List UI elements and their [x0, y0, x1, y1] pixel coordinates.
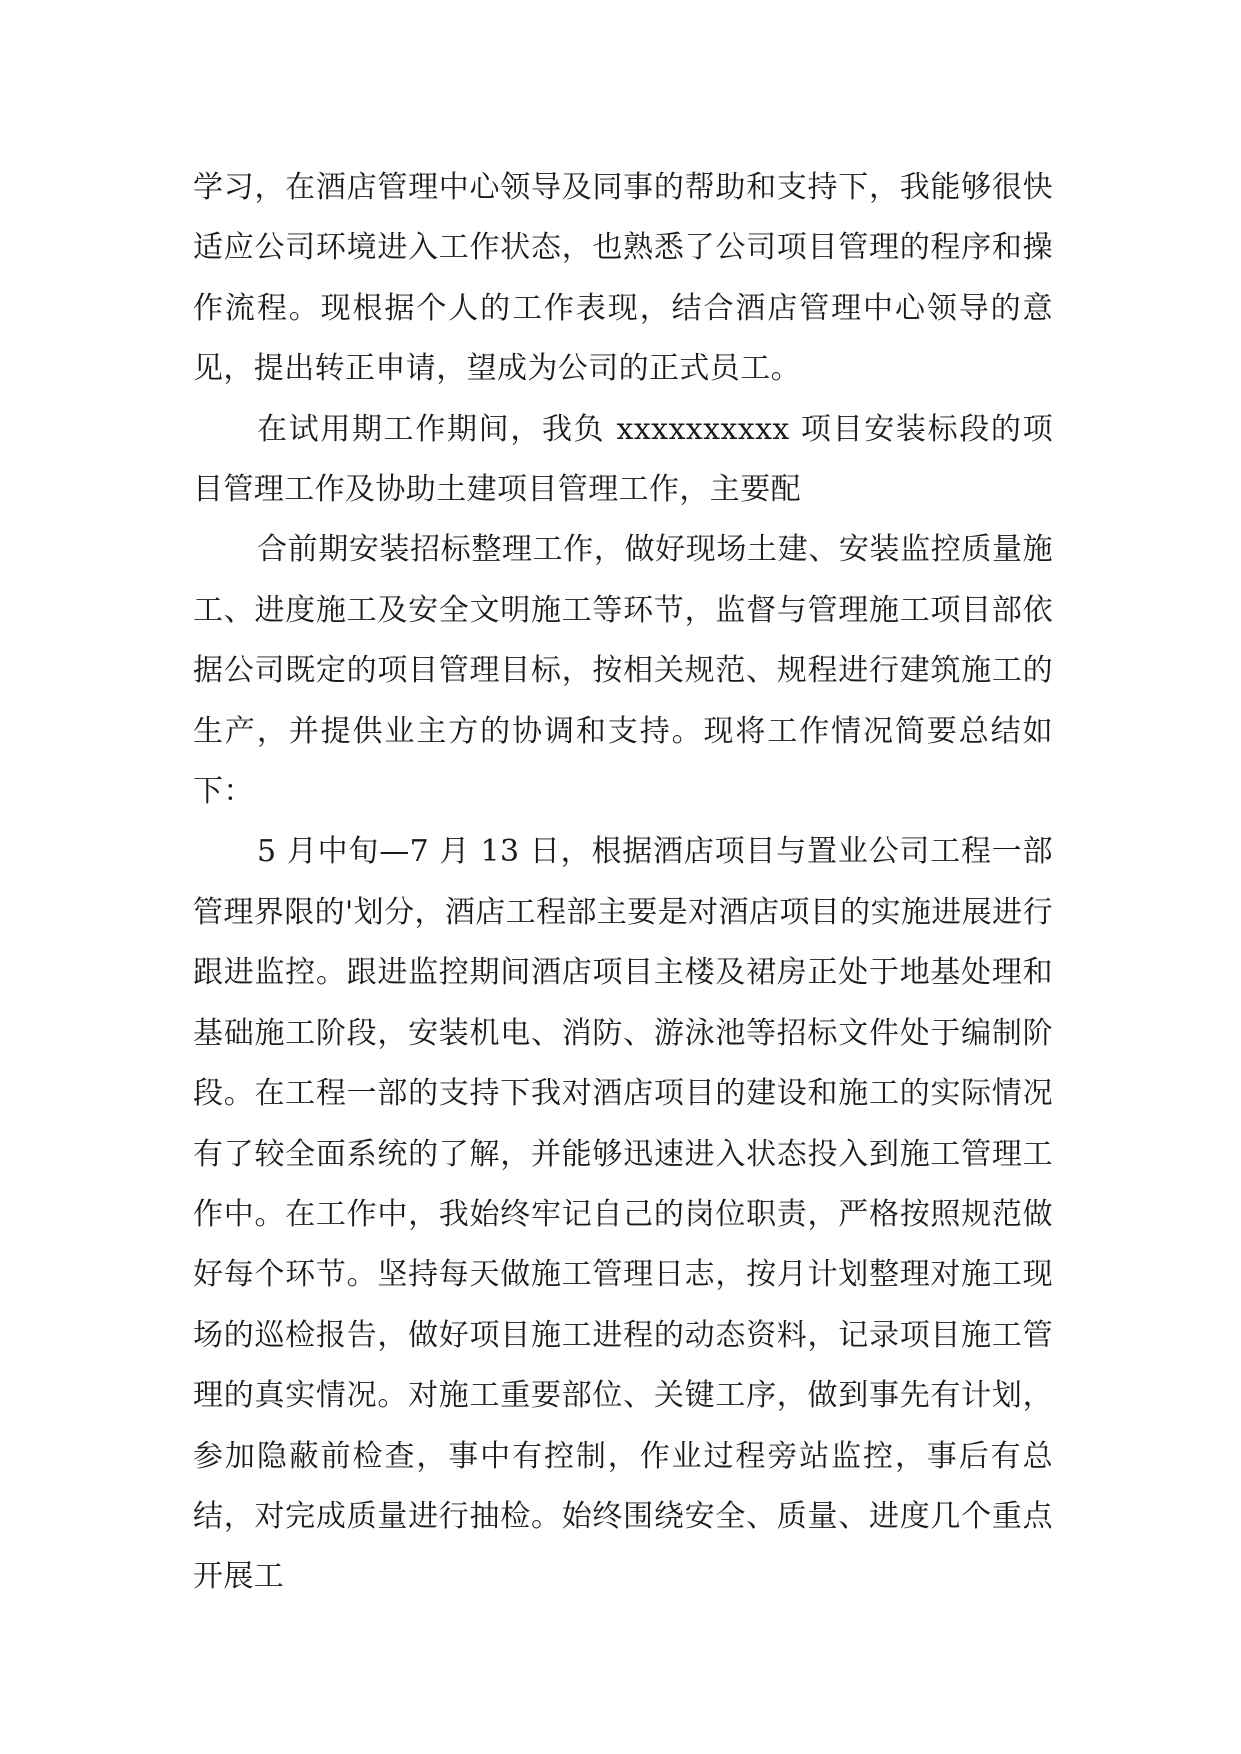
- paragraph-3: 合前期安装招标整理工作，做好现场土建、安装监控质量施工、进度施工及安全文明施工等环节，监督与管理施工项目部依据公司既定的项目管理目标，按相关规范、规程进行建筑施工的生产，并提供业主方的协调和支持。现将工作情况简要总结如下：: [193, 532, 1053, 810]
- document-body: [193, 158, 1053, 1608]
- paragraph-2: 在试用期工作期间，我负 xxxxxxxxxx 项目安装标段的项目管理工作及协助土建项目管理工作，主要配: [193, 411, 1053, 508]
- paragraph-1: 学习，在酒店管理中心领导及同事的帮助和支持下，我能够很快适应公司环境进入工作状态，也熟悉了公司项目管理的程序和操作流程。现根据个人的工作表现，结合酒店管理中心领导的意见，提出转正申请，望成为公司的正式员工。: [193, 170, 1053, 387]
- paragraph-4: 5 月中旬—7 月 13 日，根据酒店项目与置业公司工程一部管理界限的'划分，酒店工程部主要是对酒店项目的实施进展进行跟进监控。跟进监控期间酒店项目主楼及裙房正处于地基处理和基础施工阶段，安装机电、消防、游泳池等招标文件处于编制阶段。在工程一部的支持下我对酒店项目的建设和施工的实际情况有了较全面系统的了解，并能够迅速进入状态投入到施工管理工作中。在工作中，我始终牢记自己的岗位职责，严格按照规范做好每个环节。坚持每天做施工管理日志，按月计划整理对施工现场的巡检报告，做好项目施工进程的动态资料，记录项目施工管理的真实情况。对施工重要部位、关键工序，做到事先有计划，参加隐蔽前检查，事中有控制，作业过程旁站监控，事后有总结，对完成质量进行抽检。始终围绕安全、质量、进度几个重点开展工: [193, 834, 1053, 1595]
